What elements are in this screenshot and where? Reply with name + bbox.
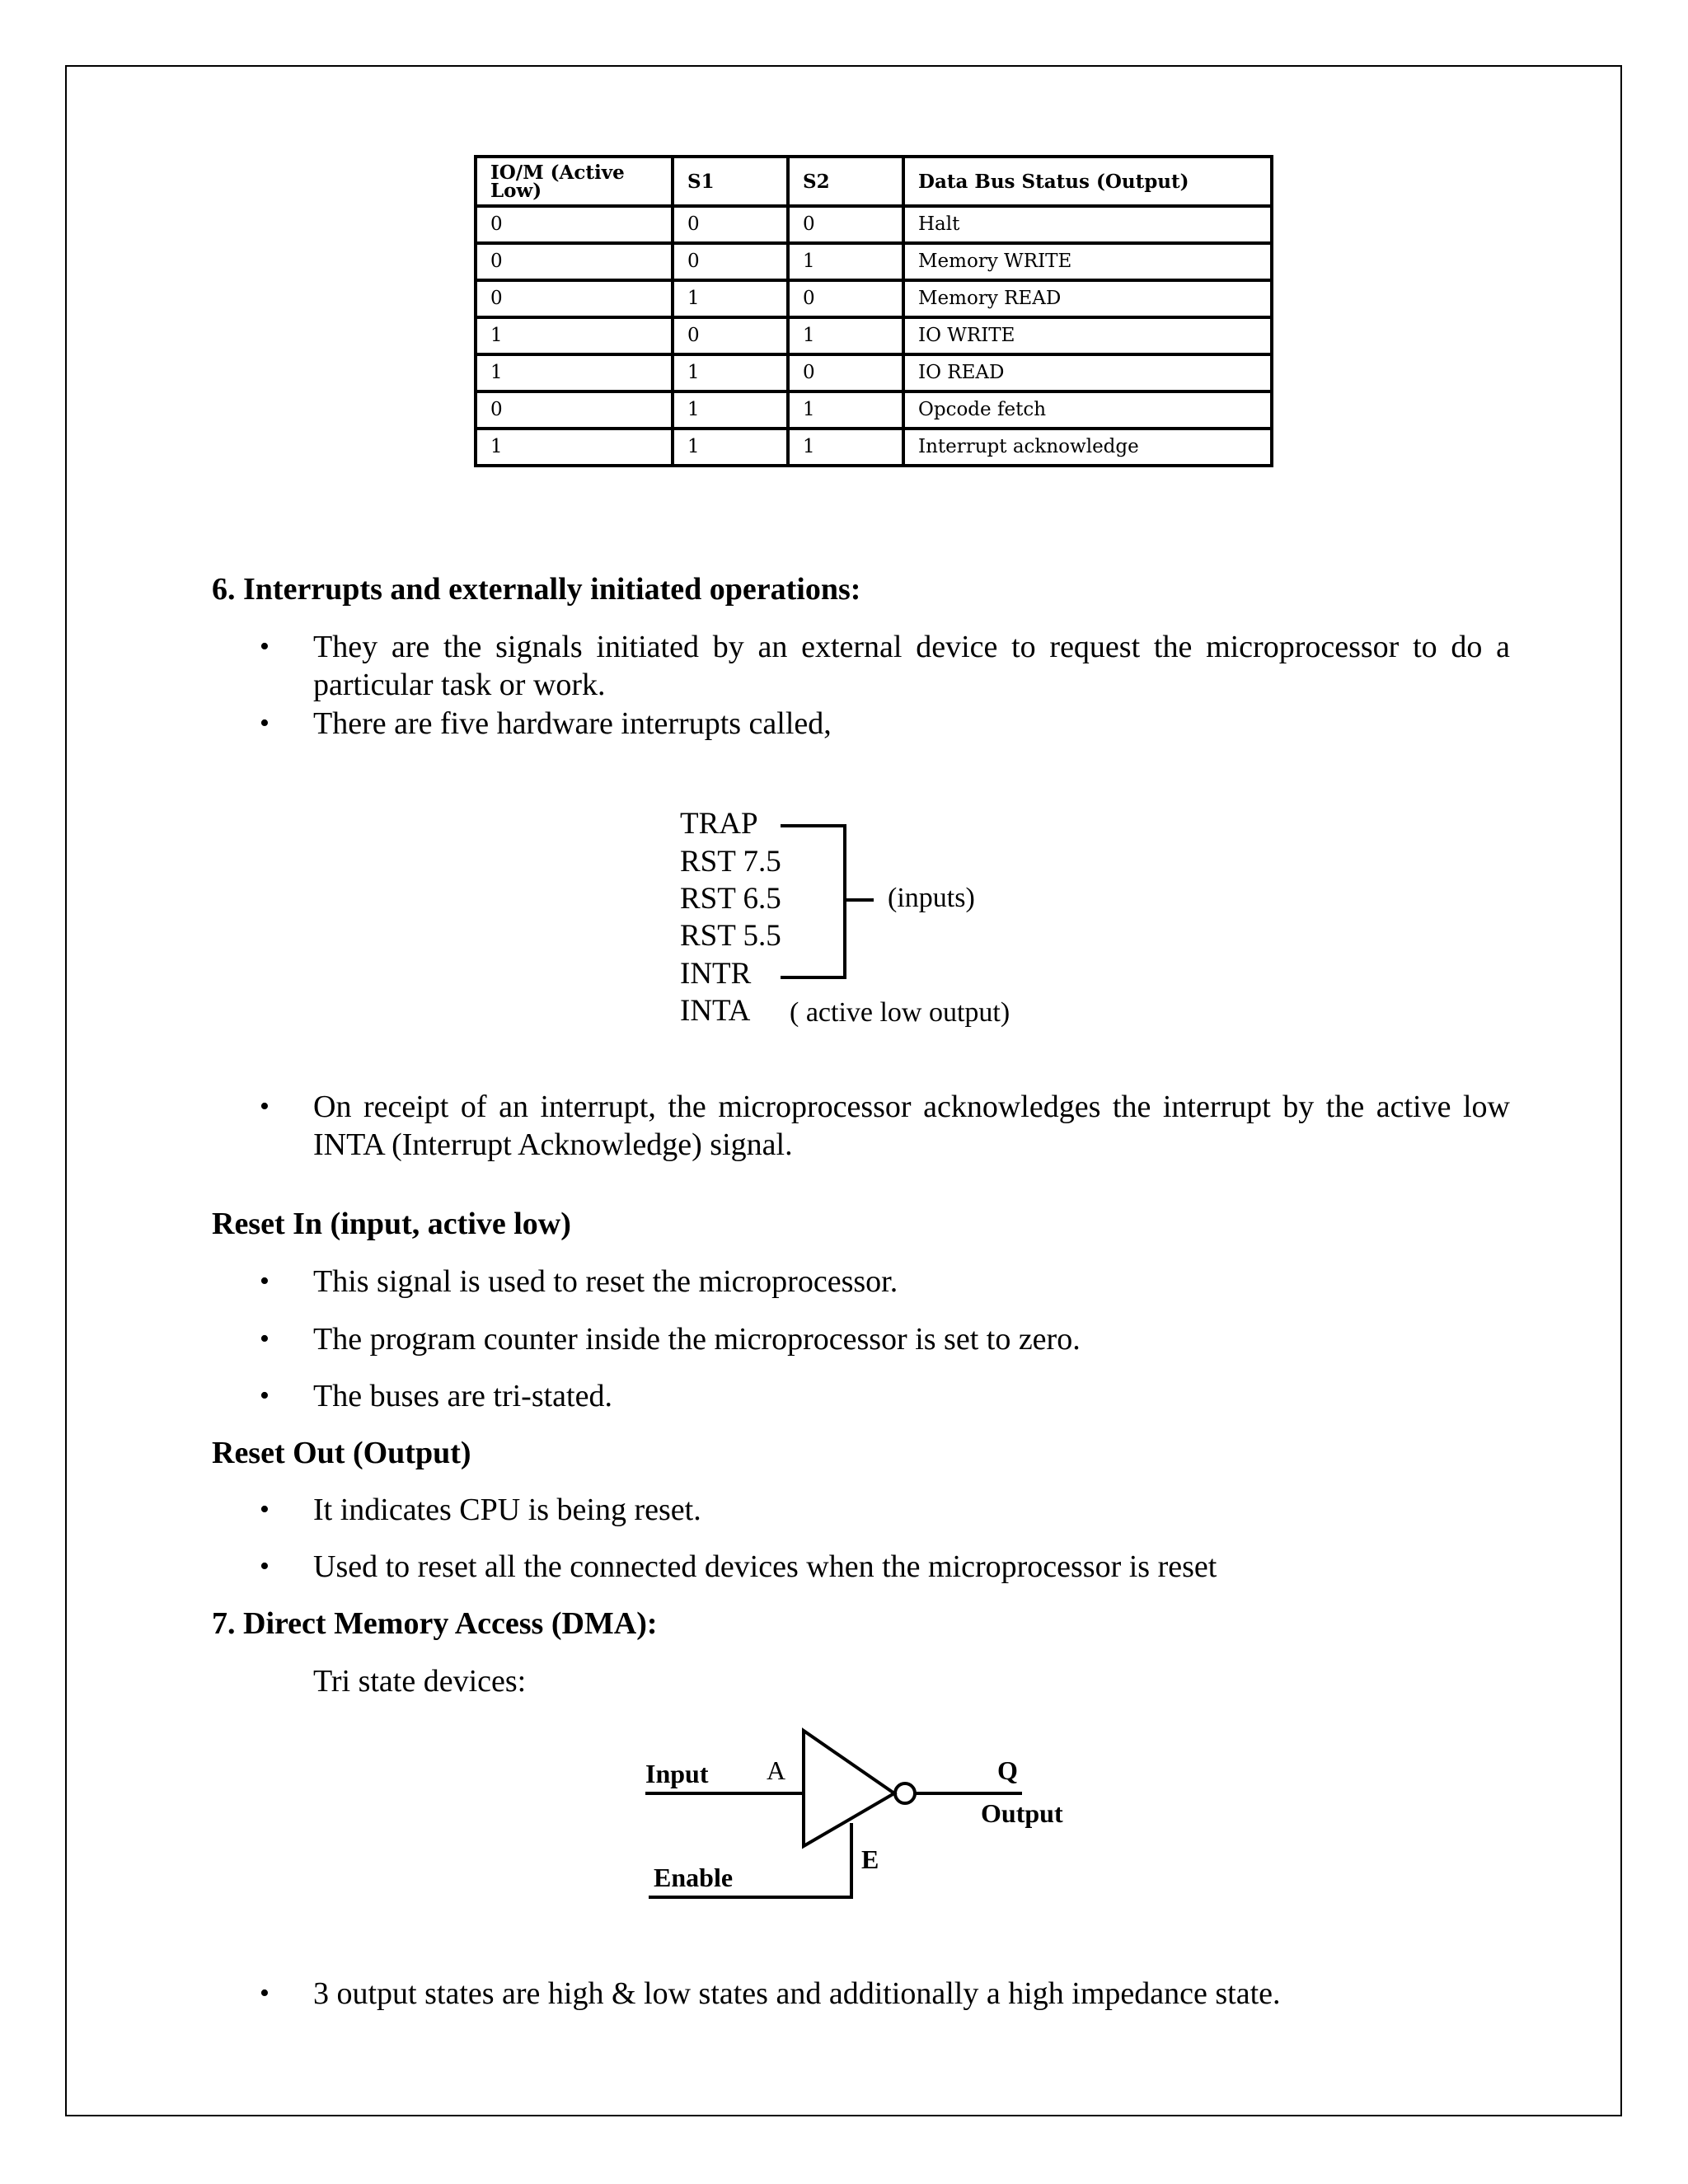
tristate-output-label: Output: [981, 1798, 1063, 1828]
interrupt-input-label: RST 6.5: [680, 882, 781, 916]
tristate-q-label: Q: [997, 1755, 1018, 1785]
bullet-glyph: •: [260, 631, 270, 662]
table-cell: Memory READ: [903, 280, 1272, 317]
bullet-glyph: •: [260, 1091, 270, 1122]
table-cell: 0: [788, 354, 903, 391]
reset-out-bullet: Used to reset all the connected devices when the microprocessor is reset: [313, 1549, 1217, 1584]
interrupt-input-label: INTR: [680, 957, 752, 991]
bullet-glyph: •: [260, 708, 270, 738]
bullet-glyph: •: [260, 1380, 270, 1411]
table-row: [476, 391, 1272, 429]
reset-in-bullet: The buses are tri-stated.: [313, 1379, 612, 1413]
tristate-buffer-diagram: [639, 1722, 1067, 1920]
table-header-cell: S1: [673, 157, 788, 206]
table-cell: 0: [673, 243, 788, 280]
inta-output-note: ( active low output): [790, 997, 1010, 1028]
interrupt-input-label: RST 7.5: [680, 845, 781, 879]
bullet-glyph: •: [260, 1266, 270, 1296]
table-cell: 0: [476, 391, 673, 429]
reset-in-bullet: The program counter inside the microprocessor is set to zero.: [313, 1322, 1081, 1357]
table-cell: 1: [788, 243, 903, 280]
tristate-enable-label: Enable: [654, 1863, 734, 1892]
interrupt-bracket: [680, 804, 1067, 1034]
table-cell: IO READ: [903, 354, 1272, 391]
table-cell: 1: [476, 317, 673, 354]
interrupt-input-label: RST 5.5: [680, 919, 781, 953]
table-header-cell: S2: [788, 157, 903, 206]
table-cell: 1: [673, 391, 788, 429]
table-cell: 1: [476, 429, 673, 466]
table-row: [476, 317, 1272, 354]
table-cell: Interrupt acknowledge: [903, 429, 1272, 466]
table-cell: 0: [788, 280, 903, 317]
bullet-glyph: •: [260, 1324, 270, 1354]
reset-in-bullet: This signal is used to reset the microprocessor.: [313, 1264, 898, 1299]
tristate-input-label: Input: [645, 1759, 709, 1788]
table-cell: 0: [476, 280, 673, 317]
tristate-e-label: E: [861, 1844, 879, 1874]
reset-out-bullet: It indicates CPU is being reset.: [313, 1493, 701, 1527]
table-cell: 0: [476, 243, 673, 280]
table-cell: 1: [788, 317, 903, 354]
inta-output-label: INTA: [680, 994, 751, 1028]
table-cell: Halt: [903, 206, 1272, 243]
section-7-heading: 7. Direct Memory Access (DMA):: [212, 1606, 658, 1641]
section-6-heading: 6. Interrupts and externally initiated operations:: [212, 572, 861, 607]
table-row: [476, 429, 1272, 466]
table-cell: 1: [788, 391, 903, 429]
reset-in-heading: Reset In (input, active low): [212, 1207, 571, 1241]
section-7-bullet: 3 output states are high & low states and additionally a high impedance state.: [313, 1976, 1281, 2011]
table-cell: 0: [673, 206, 788, 243]
table-row: [476, 243, 1272, 280]
table-header-row: [476, 157, 1272, 206]
section-6-bullet: On receipt of an interrupt, the microprocessor acknowledges the interrupt by the active low INTA (Interrupt Acknowledge) signal.: [313, 1090, 1510, 1162]
bullet-glyph: •: [260, 1494, 270, 1525]
table-cell: 1: [476, 354, 673, 391]
table-row: [476, 206, 1272, 243]
table-cell: IO WRITE: [903, 317, 1272, 354]
table-cell: 0: [673, 317, 788, 354]
table-cell: 0: [476, 206, 673, 243]
section-6-bullet: They are the signals initiated by an external device to request the microprocessor to do a particular task or work.: [313, 630, 1510, 702]
table-cell: 1: [673, 280, 788, 317]
bullet-glyph: •: [260, 1978, 270, 2008]
table-cell: 1: [673, 429, 788, 466]
table-cell: 1: [673, 354, 788, 391]
interrupt-input-label: TRAP: [680, 807, 758, 841]
section-7-subheading: Tri state devices:: [313, 1664, 527, 1699]
table-cell: 1: [788, 429, 903, 466]
interrupt-diagram: [680, 804, 1067, 1034]
table-header-cell: Data Bus Status (Output): [903, 157, 1272, 206]
table-row: [476, 354, 1272, 391]
inputs-bracket-label: (inputs): [888, 883, 975, 913]
tristate-a-label: A: [767, 1755, 786, 1785]
table-cell: Opcode fetch: [903, 391, 1272, 429]
section-6-bullet: There are five hardware interrupts called,: [313, 706, 832, 741]
table-header-cell: IO/M (Active Low): [476, 157, 673, 206]
table-cell: Memory WRITE: [903, 243, 1272, 280]
data-bus-status-table: [474, 155, 1273, 467]
table-row: [476, 280, 1272, 317]
reset-out-heading: Reset Out (Output): [212, 1436, 471, 1470]
table-cell: 0: [788, 206, 903, 243]
bullet-glyph: •: [260, 1551, 270, 1582]
